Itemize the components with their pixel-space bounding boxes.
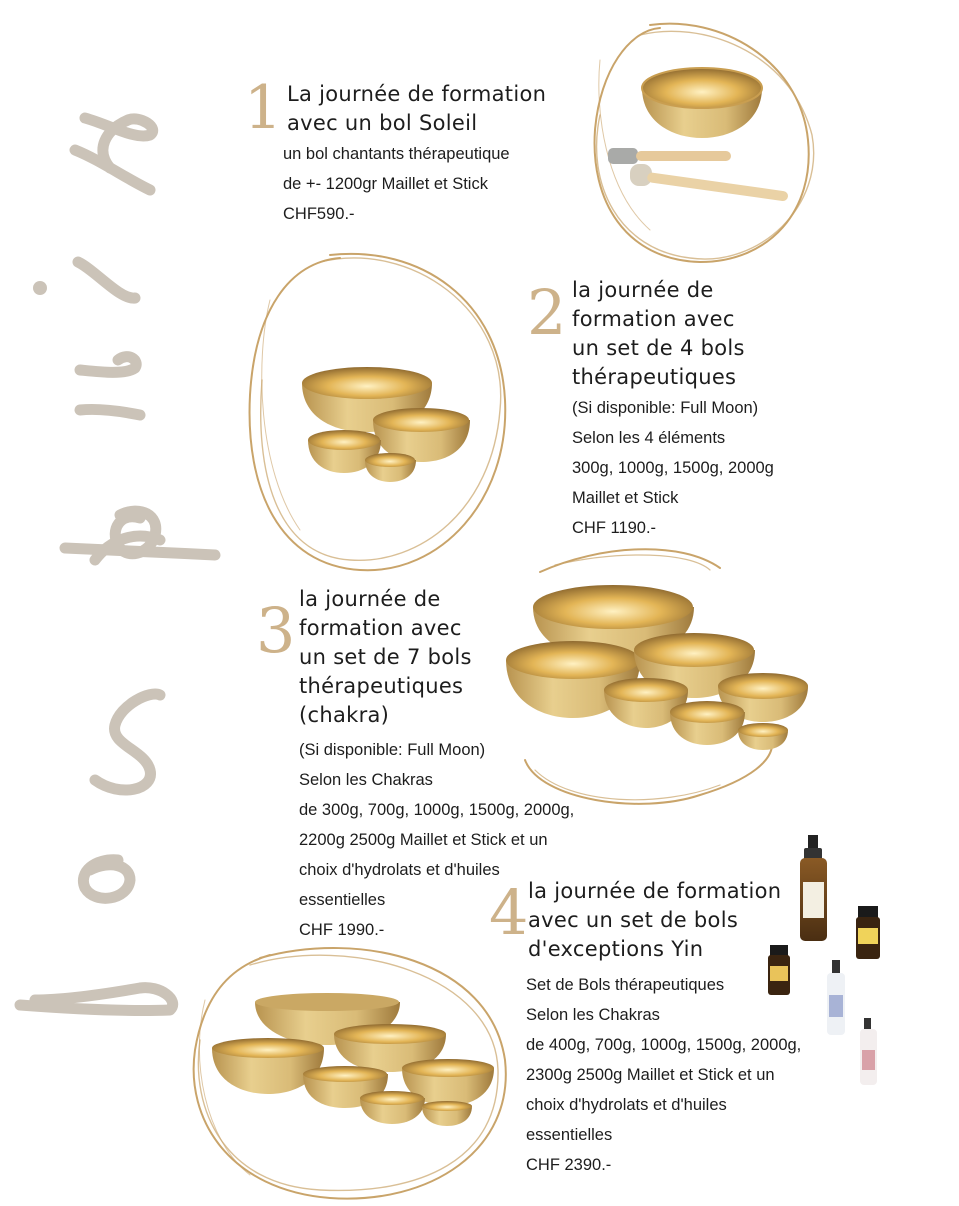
- offer-4-title: [528, 877, 781, 964]
- offer-2-detail-line: 300g, 1000g, 1500g, 2000g: [572, 459, 774, 477]
- offer-4-title-line: avec un set de bols: [528, 908, 739, 932]
- offer-2-title-line: la journée de: [572, 278, 714, 302]
- offer-1-detail-line: un bol chantants thérapeutique: [283, 145, 510, 163]
- offer-3-title-line: un set de 7 bols: [299, 645, 472, 669]
- offer-2-title: [572, 276, 745, 392]
- offer-3-detail-line: de 300g, 700g, 1000g, 1500g, 2000g,: [299, 801, 575, 819]
- offer-2-detail-line: Maillet et Stick: [572, 489, 679, 507]
- offer-2-title-line: thérapeutiques: [572, 365, 737, 389]
- offer-3-detail-line: essentielles: [299, 891, 386, 909]
- offer-2-title-line: un set de 4 bols: [572, 336, 745, 360]
- offer-4-title-line: d'exceptions Yin: [528, 937, 704, 961]
- offer-3-title: [299, 585, 472, 730]
- bowls-3-image: [506, 585, 808, 750]
- offer-2-detail-line: Selon les 4 éléments: [572, 429, 726, 447]
- bowls-4-image: [212, 993, 494, 1126]
- offer-1-price: CHF590.-: [283, 205, 355, 223]
- offer-4-details: [526, 970, 801, 1180]
- offer-4-detail-line: essentielles: [526, 1126, 613, 1144]
- offer-3-title-line: la journée de: [299, 587, 441, 611]
- offer-3-number: 3: [256, 594, 296, 667]
- offer-4-title-line: la journée de formation: [528, 879, 782, 903]
- offer-1-detail-line: de +- 1200gr Maillet et Stick: [283, 175, 488, 193]
- offer-4-price: CHF 2390.-: [526, 1156, 612, 1174]
- offer-2-title-line: formation avec: [572, 307, 735, 331]
- offer-4-detail-line: Selon les Chakras: [526, 1006, 660, 1024]
- offer-3-title-line: thérapeutiques: [299, 674, 464, 698]
- offer-2-details: [572, 393, 774, 543]
- offer-1-title: [287, 80, 546, 138]
- offer-4-detail-line: choix d'hydrolats et d'huiles: [526, 1096, 727, 1114]
- offer-4-detail-line: de 400g, 700g, 1000g, 1500g, 2000g,: [526, 1036, 802, 1054]
- offer-2-detail-line: (Si disponible: Full Moon): [572, 399, 759, 417]
- offer-1-title-line: La journée de formation: [287, 82, 547, 106]
- heading-text: [0, 0, 1, 1]
- offer-4-detail-line: 2300g 2500g Maillet et Stick et un: [526, 1066, 775, 1084]
- offer-1-number: 1: [244, 73, 283, 143]
- offer-3-detail-line: choix d'hydrolats et d'huiles: [299, 861, 500, 879]
- offer-4-detail-line: Set de Bols thérapeutiques: [526, 976, 725, 994]
- offer-3-price: CHF 1990.-: [299, 921, 385, 939]
- offer-2-number: 2: [527, 276, 567, 349]
- offer-4-number: 4: [489, 876, 529, 949]
- offer-3-title-line: (chakra): [299, 703, 390, 727]
- mallet-image: [608, 148, 789, 202]
- offer-1-details: [283, 139, 510, 229]
- offer-2-price: CHF 1190.-: [572, 519, 657, 537]
- offer-3-detail-line: Selon les Chakras: [299, 771, 433, 789]
- offer-3-title-line: formation avec: [299, 616, 462, 640]
- offer-1-title-line: avec un bol Soleil: [287, 111, 478, 135]
- bowls-2-image: [302, 367, 470, 482]
- offer-3-detail-line: (Si disponible: Full Moon): [299, 741, 486, 759]
- offer-3-detail-line: 2200g 2500g Maillet et Stick et un: [299, 831, 548, 849]
- bowl-1-image: [642, 68, 762, 138]
